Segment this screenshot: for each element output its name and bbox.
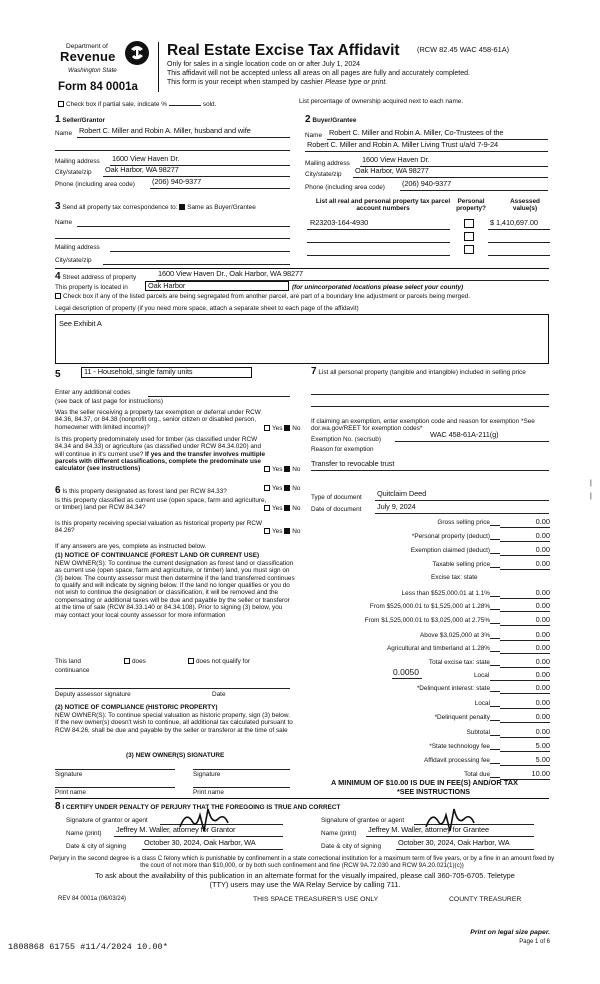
section-6-q3: Is this property receiving special valuation as historical property per RCW 84.26?	[55, 520, 263, 535]
q-exemption-yes: Yes	[272, 425, 283, 432]
reason-label: Reason for exemption	[311, 446, 374, 453]
section-6-q1-text: Is this property designated as forest land per RCW 84.33?	[62, 488, 227, 495]
buyer-name-value1[interactable]: Robert C. Miller and Robin A. Miller, Co-Trustees of the	[329, 128, 504, 137]
grantor-print-line	[114, 836, 283, 837]
q-timber-answer	[264, 466, 300, 473]
exemption-hint: *See dor.wa.gov/REET for exemption codes*	[311, 418, 535, 433]
tax-row-line	[500, 555, 550, 556]
recording-stamp: 1808868 61755 #11/4/2024 10.00*	[8, 942, 168, 952]
section-6-number: 6	[55, 485, 61, 496]
personal-property-checkbox-1[interactable]	[464, 219, 474, 228]
buyer-city-value[interactable]: Oak Harbor, WA 98277	[355, 166, 429, 175]
personal-property-line1	[311, 394, 549, 395]
does-option	[124, 658, 146, 665]
notice-continuance-body: NEW OWNER(S): To continue the current designation as forest land or classification as current use (open space, farm and agriculture, or timber) land, you must sign on (3) below. The county assessor must then determine if the land transferred continues to qualify and will indicate by signing below. If the land no longer qualifies or you do not wish to continue the designation or classification, it will be removed and the compensating or additional taxes will be due and payable by the seller or transferor at the time of sale (RCW 84.33.140 or 84.34.108). Prior to signing (3) below, you may contact your local county assessor for more information	[55, 560, 295, 619]
grantee-date-line	[396, 849, 534, 850]
tax-row-leader	[490, 596, 500, 597]
new-owner-sig-line-left	[55, 769, 175, 770]
section-8-top-rule	[55, 798, 549, 799]
use-code-select[interactable]	[81, 367, 252, 378]
seller-city-label: City/state/zip	[55, 169, 92, 176]
seller-phone-label: Phone (including area code)	[55, 181, 135, 188]
see-back-label: (see back of last page for instructions)	[55, 398, 163, 405]
forest-no: No	[292, 485, 301, 492]
additional-codes-line	[148, 396, 290, 397]
historic-yes: Yes	[272, 528, 283, 535]
additional-codes-label: Enter any additional codes	[55, 389, 131, 396]
tax-row-value[interactable]: 5.00	[535, 755, 550, 764]
does-not-checkbox[interactable]	[188, 658, 194, 664]
local-rate-line	[392, 678, 422, 679]
revenue-emblem-icon	[124, 40, 150, 66]
tax-row-leader	[490, 539, 500, 540]
tax-row-label: Agricultural and timberland at 1.28%	[386, 645, 490, 652]
buyer-phone-line	[400, 190, 548, 191]
buyer-name-label: Name	[305, 132, 323, 139]
grantor-print-label: Name (print)	[66, 830, 102, 837]
buyer-heading-label: Buyer/Grantee	[312, 117, 357, 124]
section-3-city-line	[103, 264, 290, 265]
tax-row-line	[500, 611, 550, 612]
tax-row-line	[500, 653, 550, 654]
exemption-no-value[interactable]: WAC 458-61A-211(g)	[430, 430, 499, 439]
tax-row-label: *Delinquent penalty	[434, 714, 490, 721]
does-label: does	[132, 658, 146, 665]
grantee-print-value[interactable]: Jeffrey M. Waller, attorney for Grantee	[368, 825, 489, 834]
legal-description-value: See Exhibit A	[59, 319, 102, 328]
q-exemption-no-checkbox[interactable]	[284, 425, 290, 431]
segregated-checkbox[interactable]	[55, 293, 61, 299]
section-6-q1-answer	[264, 485, 300, 492]
section-3-label: Send all property tax correspondence to:	[62, 204, 178, 211]
parcel-number-value[interactable]: R23203-164-4930	[310, 218, 369, 227]
tax-row-value[interactable]: 0.00	[535, 643, 550, 652]
q-timber-yes-checkbox[interactable]	[264, 466, 270, 472]
current-use-yes-checkbox[interactable]	[264, 505, 270, 511]
assessed-value[interactable]: $ 1,410,697.00	[490, 218, 538, 227]
section-5-number: 5	[55, 369, 61, 380]
tax-row-line	[500, 625, 550, 626]
tax-row-value[interactable]: 0.00	[535, 559, 550, 568]
margin-mark: |	[590, 480, 592, 487]
exemption-no-line	[395, 441, 549, 442]
header-sub3-text: This form is your receipt when stamped by cashier	[167, 79, 324, 86]
grantee-print-line	[366, 836, 534, 837]
legal-label: Legal description of property (if you need more space, attach a separate sheet to each page of the affidavit)	[55, 305, 359, 312]
located-label: This property is located in	[55, 284, 128, 291]
section-7-label: List all personal property (tangible and intangible) included in selling price	[318, 369, 526, 376]
margin-mark-2: |	[590, 493, 592, 500]
seller-city-value[interactable]: Oak Harbor, WA 98277	[105, 165, 179, 174]
buyer-name-line2	[305, 151, 548, 152]
parcels-col2-header: Personal property?	[456, 198, 486, 213]
grantor-print-value[interactable]: Jeffrey M. Waller, attorney for Grantor	[116, 825, 236, 834]
q-exemption-no: No	[292, 425, 301, 432]
personal-property-checkbox-3[interactable]	[464, 245, 474, 254]
tax-row-leader	[490, 553, 500, 554]
local-line	[490, 680, 550, 681]
parcels-col3-header: Assessed value(s)	[510, 198, 540, 213]
tax-row-value[interactable]: 0.00	[535, 545, 550, 554]
tax-row-line	[500, 765, 550, 766]
tax-row-leader	[490, 525, 500, 526]
parcel-line1	[307, 229, 450, 230]
tax-row-label: Above $3,025,000 at 3%	[420, 632, 490, 639]
buyer-phone-value[interactable]: (206) 940-9377	[402, 179, 452, 188]
legal-paper-note: Print on legal size paper.	[470, 929, 550, 936]
q-timber-text-main: Is this property predominately used for timber (as classified under RCW 84.34 and 84.33) or agriculture (as classified under RCW 84.34.020) and will continue in it's current use?	[55, 436, 262, 458]
tax-row-value[interactable]: 0.00	[535, 657, 550, 666]
header-sub1: Only for sales in a single location code on or after July 1, 2024	[167, 61, 360, 68]
tax-row-value[interactable]: 5.00	[535, 741, 550, 750]
tax-row-line	[500, 751, 550, 752]
tax-row-leader	[490, 691, 500, 692]
personal-property-line2	[311, 406, 549, 407]
continuance-label: continuance	[55, 667, 90, 674]
seller-mail-value[interactable]: 1600 View Haven Dr.	[112, 154, 180, 163]
dept-line2: Revenue	[60, 49, 116, 64]
personal-property-checkbox-2[interactable]	[464, 232, 474, 241]
assessed-line3	[488, 255, 550, 256]
local-rate-value[interactable]: 0.0050	[393, 667, 419, 677]
section-6-q2: Is this property classified as current use (open space, farm and agriculture, or timber) land per RCW 84.34?	[55, 497, 267, 512]
parcel-line2	[307, 242, 450, 243]
q-timber-text	[55, 436, 267, 473]
buyer-mail-value[interactable]: 1600 View Haven Dr.	[362, 155, 430, 164]
section-7-number: 7	[311, 366, 317, 377]
seller-blank-line1	[55, 150, 290, 151]
grantor-date-value[interactable]: October 30, 2024, Oak Harbor, WA	[144, 838, 256, 847]
form-rcw: (RCW 82.45 WAC 458-61A)	[417, 45, 510, 54]
seller-name-label: Name	[55, 130, 73, 137]
seller-heading	[55, 114, 105, 126]
grantee-sig-label: Signature of grantee or agent	[321, 817, 405, 824]
grantee-date-value[interactable]: October 30, 2024, Oak Harbor, WA	[398, 838, 510, 847]
section-3-number: 3	[55, 201, 61, 212]
section-6-q2-answer	[264, 505, 300, 512]
new-owner-signature-heading: (3) NEW OWNER(S) SIGNATURE	[126, 752, 225, 759]
section-3-blank-line	[55, 238, 290, 239]
historic-yes-checkbox[interactable]	[264, 528, 270, 534]
local-value[interactable]: 0.00	[535, 670, 550, 679]
rev-number: REV 84 0001a (06/03/24)	[58, 896, 127, 902]
tax-row-label: *Personal property (deduct)	[411, 533, 490, 540]
unincorp-note: (for unincorporated locations please select your county)	[292, 284, 464, 291]
new-owner-print-label-right: Print name	[193, 789, 224, 796]
located-value: Oak Harbor	[148, 281, 186, 290]
tax-row-label: Affidavit processing fee	[424, 757, 490, 764]
dor-logo	[58, 40, 160, 84]
assessed-line1	[488, 229, 550, 230]
alt-format-1: To ask about the availability of this publication in an alternate format for the visually impaired, please call 360-705-6705. Teletype	[95, 871, 515, 880]
section-3-city-label: City/state/zip	[55, 257, 92, 264]
doc-date-label: Date of document	[311, 506, 362, 513]
perjury-notice: Perjury in the second degree is a class C felony which is punishable by confinement in a state correctional institution for a maximum term of five years, or by a fine in an amount fixed by the court of not more than $10,000, or by both such confinement and fine (RCW 9A.72.030 and RCW 9A.20.021(1)(c))	[49, 855, 555, 870]
alt-format-2: (TTY) users may use the WA Relay Service by calling 711.	[209, 880, 401, 889]
exemption-label-text: If claiming an exemption, enter exemption code and reason for exemption	[311, 418, 520, 425]
tax-row-leader	[490, 665, 500, 666]
tax-row-line	[500, 527, 550, 528]
tax-row-label: Taxable selling price	[432, 561, 490, 568]
tax-row-value[interactable]: 0.00	[535, 712, 550, 721]
tax-row-value[interactable]: 0.00	[535, 630, 550, 639]
current-use-no: No	[292, 505, 301, 512]
minimum-notice: A MINIMUM OF $10.00 IS DUE IN FEE(S) AND/OR TAX	[331, 778, 518, 787]
county-treasurer: COUNTY TREASURER	[449, 896, 522, 903]
doc-type-label: Type of document	[311, 494, 362, 501]
street-value[interactable]: 1600 View Haven Dr., Oak Harbor, WA 98277	[158, 269, 304, 278]
grantor-date-line	[142, 849, 283, 850]
grantor-date-label: Date & city of signing	[66, 843, 127, 850]
grantee-date-label: Date & city of signing	[321, 843, 382, 850]
parcel-line3	[307, 255, 450, 256]
tax-row-line	[500, 667, 550, 668]
current-use-no-checkbox[interactable]	[284, 505, 290, 511]
form-title: Real Estate Excise Tax Affidavit	[167, 42, 400, 59]
buyer-phone-label: Phone (including area code)	[305, 184, 385, 191]
header-sub3	[167, 79, 387, 87]
tax-row-leader	[490, 720, 500, 721]
excise-state-label: Excise tax: state	[431, 574, 478, 581]
section-3-name-line	[77, 226, 290, 227]
new-owner-print-line-left	[55, 787, 175, 788]
deputy-signature-label: Deputy assessor signature	[55, 691, 131, 698]
tax-row-line	[500, 598, 550, 599]
use-code-value: 11 - Household, single family units	[84, 367, 193, 376]
tax-row-value[interactable]: 0.00	[535, 727, 550, 736]
header-divider	[158, 42, 159, 92]
tax-row-leader	[490, 749, 500, 750]
tax-row-label: Total excise tax: state	[428, 659, 490, 666]
tax-row-value[interactable]: 0.00	[535, 698, 550, 707]
tax-row-label: From $525,000.01 to $1,525,000 at 1.28%	[369, 603, 490, 610]
new-owner-print-line-right	[193, 787, 290, 788]
tax-row-leader	[490, 609, 500, 610]
partial-sale-checkbox[interactable]	[58, 101, 64, 107]
does-not-option	[188, 658, 250, 665]
current-use-yes: Yes	[272, 505, 283, 512]
notice-compliance-heading: (2) NOTICE OF COMPLIANCE (HISTORIC PROPERTY)	[55, 704, 218, 711]
tax-row-label: *State technology fee	[429, 743, 490, 750]
tax-row-value[interactable]: 10.00	[531, 769, 550, 778]
same-as-buyer-checkbox[interactable]	[179, 204, 185, 210]
partial-sale-row	[58, 101, 216, 108]
q-timber-no: No	[292, 466, 301, 473]
dept-line3: Washington State	[68, 67, 117, 74]
new-owner-print-label-left: Print name	[55, 789, 86, 796]
section-6-q1	[55, 485, 265, 497]
reason-value[interactable]: Transfer to revocable trust	[311, 459, 395, 468]
section-3-name-label: Name	[55, 219, 73, 226]
section-7-row	[311, 366, 555, 378]
assessed-line2	[488, 242, 550, 243]
tax-row-label: *Delinquent interest: state	[416, 685, 490, 692]
tax-row-value[interactable]: 0.00	[535, 531, 550, 540]
section-3-mail-label: Mailing address	[55, 244, 100, 251]
seller-phone-value[interactable]: (206) 940-9377	[152, 177, 202, 186]
tax-row-line	[500, 541, 550, 542]
parcels-col1-header: List all real and personal property tax parcel account numbers	[315, 198, 451, 213]
section-1-number: 1	[55, 114, 61, 125]
section-3-row	[55, 201, 256, 213]
section-4-number: 4	[55, 271, 61, 282]
section-2-number: 2	[305, 114, 311, 125]
doc-type-value[interactable]: Quitclaim Deed	[377, 489, 427, 498]
tax-row-leader	[490, 567, 500, 568]
header-sub3-italic: Please type or print.	[324, 79, 388, 86]
tax-row-value[interactable]: 0.00	[535, 588, 550, 597]
certify-text: I CERTIFY UNDER PENALTY OF PERJURY THAT THE FOREGOING IS TRUE AND CORRECT	[62, 804, 341, 811]
ownership-note: List percentage of ownership acquired next to each name.	[299, 98, 464, 105]
tax-row-label: Exemption claimed (deduct)	[410, 547, 490, 554]
seller-name-value[interactable]: Robert C. Miller and Robin A. Miller, husband and wife	[79, 126, 251, 135]
section-6-any-yes: If any answers are yes, complete as instructed below.	[55, 543, 207, 550]
q-timber-no-checkbox[interactable]	[284, 466, 290, 472]
located-select[interactable]	[145, 281, 289, 291]
same-as-buyer-label: Same as Buyer/Grantee	[187, 204, 256, 211]
local-label: Local	[474, 672, 490, 679]
tax-row-value[interactable]: 0.00	[535, 615, 550, 624]
forest-yes-checkbox[interactable]	[264, 485, 270, 491]
buyer-name-value2[interactable]: Robert C. Miller and Robin A. Miller Living Trust u/a/d 7-9-24	[307, 140, 498, 149]
treasurer-only: THIS SPACE TREASURER'S USE ONLY	[253, 896, 379, 903]
reason-line1	[311, 470, 549, 471]
tax-row-label: Gross selling price	[437, 519, 490, 526]
exemption-no-label: Exemption No. (sec/sub)	[311, 436, 381, 443]
grantee-print-label: Name (print)	[321, 830, 357, 837]
q-exemption-text: Was the seller receiving a property tax exemption or deferral under RCW 84.36, 84.37, or 84.38 (nonprofit org., senior citizen or disabled person, homeowner with limited income)?	[55, 409, 261, 431]
doc-type-line	[375, 500, 549, 501]
grantor-sig-label: Signature of grantor or agent	[66, 817, 148, 824]
header-sub2: This affidavit will not be accepted unless all areas on all pages are fully and accurately completed.	[167, 70, 470, 77]
tax-row-line	[500, 737, 550, 738]
segregated-row	[55, 293, 555, 300]
this-land-label: This land	[55, 658, 81, 665]
does-checkbox[interactable]	[124, 658, 130, 664]
q-exemption-answer	[264, 425, 300, 432]
street-label: Street address of property	[62, 274, 137, 281]
seller-heading-label: Seller/Grantor	[62, 117, 105, 124]
new-owner-signature-label-right: Signature	[193, 771, 221, 778]
deputy-signature-line	[55, 688, 290, 689]
seller-phone-line	[150, 188, 290, 189]
seller-mail-label: Mailing address	[55, 158, 100, 165]
form-number: Form 84 0001a	[58, 81, 138, 93]
buyer-mail-label: Mailing address	[305, 160, 350, 167]
historic-no: No	[292, 528, 301, 535]
section-3-mail-line	[110, 251, 290, 252]
buyer-city-label: City/state/zip	[305, 171, 342, 178]
buyer-city-line	[353, 177, 548, 178]
new-owner-signature-label-left: Signature	[55, 771, 83, 778]
tax-row-line	[500, 708, 550, 709]
q-timber-yes: Yes	[272, 466, 283, 473]
doc-date-line	[375, 513, 549, 514]
seller-name-line	[77, 137, 290, 138]
q-timber-text-bold: If yes and the transfer involves multiple parcels with different classifications, complete the predominate use calculator (see instructions)	[55, 450, 266, 473]
q-exemption-yes-checkbox[interactable]	[264, 425, 270, 431]
deputy-date-label: Date	[212, 691, 226, 698]
tax-row-leader	[490, 706, 500, 707]
notice-compliance-body: NEW OWNER(S): To continue special valuation as historic property, sign (3) below. If the new owner(s) doesn't wish to continue, all additional tax calculated pursuant to RCW 84.26, shall be due and payable by the seller or transferor at the time of sale	[55, 712, 293, 734]
tax-row-line	[500, 569, 550, 570]
new-owner-sig-line-right	[193, 769, 290, 770]
legal-description-box[interactable]	[55, 314, 549, 364]
dept-line1: Department of	[66, 43, 108, 50]
tax-row-value[interactable]: 0.00	[535, 683, 550, 692]
see-instructions: *SEE INSTRUCTIONS	[397, 787, 471, 796]
tax-row-label: Less than $525,000.01 at 1.1%	[401, 590, 490, 597]
tax-row-line	[500, 693, 550, 694]
tax-row-value[interactable]: 0.00	[535, 517, 550, 526]
tax-row-label: Local	[474, 700, 490, 707]
tax-row-label: Total due	[464, 771, 490, 778]
tax-row-label: From $1,525,000.01 to $3,025,000 at 2.75%	[364, 617, 490, 624]
forest-no-checkbox[interactable]	[284, 485, 290, 491]
tax-row-leader	[490, 623, 500, 624]
tax-row-leader	[490, 651, 500, 652]
partial-sale-blank[interactable]	[169, 105, 201, 106]
partial-sale-label: Check box if partial sale, indicate %	[66, 101, 167, 108]
tax-row-leader	[490, 638, 500, 639]
buyer-heading	[305, 114, 356, 126]
doc-date-value[interactable]: July 9, 2024	[377, 502, 416, 511]
section-8-number: 8	[55, 801, 61, 812]
forest-yes: Yes	[272, 485, 283, 492]
tax-row-leader	[490, 763, 500, 764]
tax-row-line	[500, 722, 550, 723]
tax-row-leader	[490, 735, 500, 736]
partial-sale-sold: sold.	[202, 101, 217, 108]
tax-row-value[interactable]: 0.00	[535, 601, 550, 610]
section-4-street-row	[55, 271, 136, 283]
tax-row-label: Subtotal	[466, 729, 490, 736]
segregated-label: Check box if any of the listed parcels are being segregated from another parcel, are part of a boundary line adjustment or parcels being merged.	[63, 293, 471, 300]
tax-row-line	[500, 640, 550, 641]
page-number: Page 1 of 6	[519, 939, 550, 945]
notice-continuance-heading: (1) NOTICE OF CONTINUANCE (FOREST LAND OR CURRENT USE)	[55, 552, 260, 559]
does-not-label: does not qualify for	[196, 658, 250, 665]
